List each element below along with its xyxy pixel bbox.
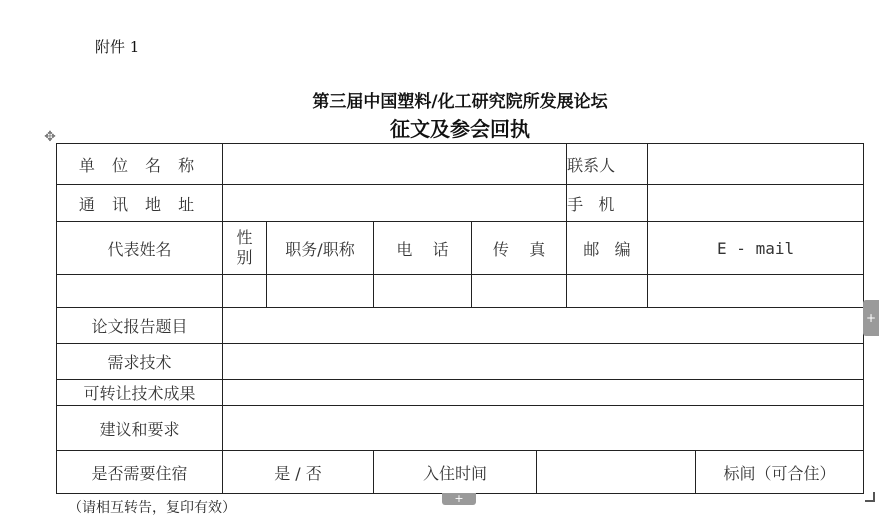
rep-name-field[interactable] bbox=[57, 275, 223, 308]
suggestions-label: 建议和要求 bbox=[57, 406, 223, 451]
contact-person-field[interactable] bbox=[648, 144, 864, 185]
transfer-tech-label: 可转让技术成果 bbox=[57, 380, 223, 406]
suggestions-field[interactable] bbox=[223, 406, 864, 451]
mobile-label: 手 机 bbox=[567, 185, 648, 222]
paper-title-label: 论文报告题目 bbox=[57, 308, 223, 344]
gender-label bbox=[223, 222, 267, 275]
phone-field[interactable] bbox=[374, 275, 472, 308]
tech-needs-label: 需求技术 bbox=[57, 344, 223, 380]
table-row bbox=[57, 144, 864, 185]
mobile-field[interactable] bbox=[648, 185, 864, 222]
email-field[interactable] bbox=[648, 275, 864, 308]
unit-name-field[interactable] bbox=[223, 144, 567, 185]
footer-note: （请相互转告，复印有效） bbox=[68, 500, 236, 516]
standard-room-label: 标间（可合住） bbox=[696, 451, 864, 494]
table-resize-corner-icon[interactable] bbox=[865, 492, 875, 502]
table-row bbox=[57, 406, 864, 451]
rep-name-label: 代表姓名 bbox=[57, 222, 223, 275]
registration-table bbox=[56, 143, 864, 494]
accommodation-label: 是否需要住宿 bbox=[57, 451, 223, 494]
table-row bbox=[57, 275, 864, 308]
add-column-handle-icon[interactable]: + bbox=[863, 300, 879, 336]
yes-no-option[interactable]: 是 / 否 bbox=[223, 451, 374, 494]
postcode-label: 邮 编 bbox=[567, 222, 648, 275]
contact-person-label: 联系人 bbox=[567, 144, 648, 185]
position-label: 职务/职称 bbox=[267, 222, 374, 275]
table-row bbox=[57, 185, 864, 222]
table-move-handle-icon[interactable]: ✥ bbox=[44, 129, 56, 145]
paper-title-field[interactable] bbox=[223, 308, 864, 344]
unit-name-label: 单 位 名 称 bbox=[57, 144, 223, 185]
gender-label-bottom: 别 bbox=[236, 248, 253, 267]
form-title-line2: 征文及参会回执 bbox=[390, 117, 530, 141]
table-row bbox=[57, 308, 864, 344]
postcode-field[interactable] bbox=[567, 275, 648, 308]
form-title-line1: 第三届中国塑料/化工研究院所发展论坛 bbox=[312, 92, 608, 112]
checkin-time-label: 入住时间 bbox=[374, 451, 537, 494]
email-label: E - mail bbox=[648, 222, 864, 275]
add-row-handle-icon[interactable]: + bbox=[442, 493, 476, 505]
table-row bbox=[57, 222, 864, 275]
fax-label: 传 真 bbox=[472, 222, 567, 275]
table-row bbox=[57, 344, 864, 380]
attachment-label: 附件 1 bbox=[95, 38, 140, 56]
table-row bbox=[57, 451, 864, 494]
table-row bbox=[57, 380, 864, 406]
checkin-time-field[interactable] bbox=[537, 451, 696, 494]
position-field[interactable] bbox=[267, 275, 374, 308]
tech-needs-field[interactable] bbox=[223, 344, 864, 380]
phone-label: 电 话 bbox=[374, 222, 472, 275]
gender-field[interactable] bbox=[223, 275, 267, 308]
address-field[interactable] bbox=[223, 185, 567, 222]
fax-field[interactable] bbox=[472, 275, 567, 308]
transfer-tech-field[interactable] bbox=[223, 380, 864, 406]
gender-label-top: 性 bbox=[236, 228, 253, 247]
address-label: 通 讯 地 址 bbox=[57, 185, 223, 222]
